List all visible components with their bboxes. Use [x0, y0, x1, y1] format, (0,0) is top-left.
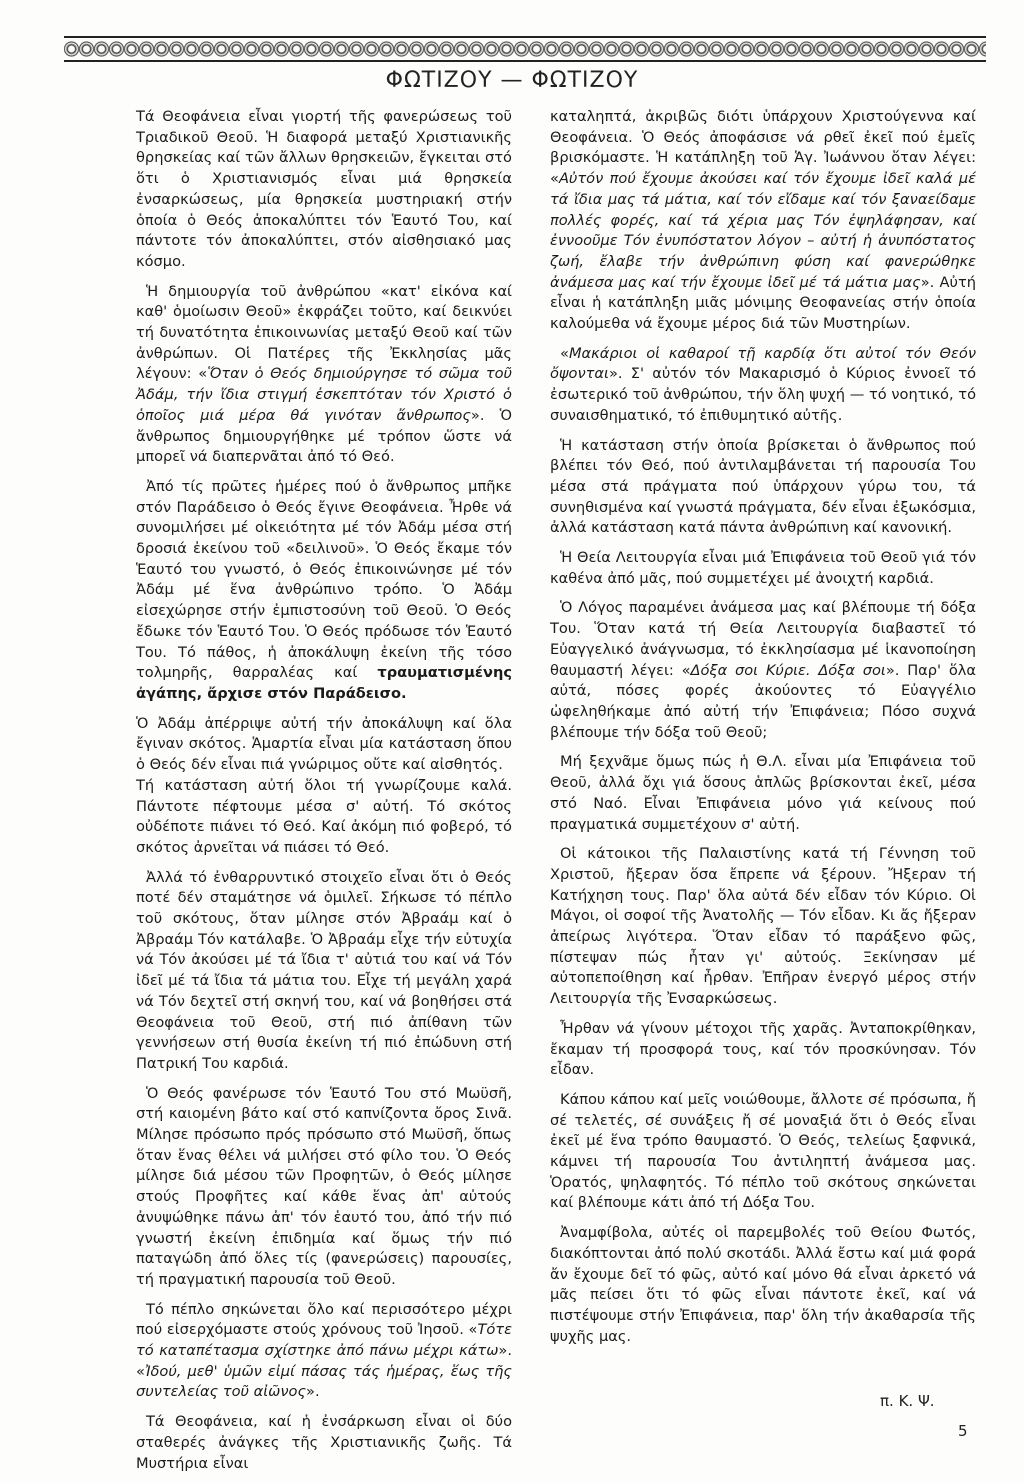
ornamental-border [64, 36, 986, 62]
paragraph: Ὁ Λόγος παραμένει ἀνάμεσα μας καί βλέπουμε τή δόξα Του. Ὅταν κατά τή Θεία Λειτουργία διαβαστεῖ τό Εὐαγγελικό ἀνάγνωσμα, τό ἐκκλησίασμα μέ ἱκανοποίηση θαυμαστή λέγει: «Δόξα σοι Κύριε. Δόξα σοι». Παρ' ὅλα αὐτά, πόσες φορές ἀκούοντες τό Εὐαγγέλιο ὠφεληθήκαμε ἀπό αὐτή τήν Ἐπιφάνεια; Πόσο συχνά βλέπουμε τήν δόξα τοῦ Θεοῦ; [550, 599, 977, 741]
paragraph: Τά Θεοφάνεια, καί ἡ ἐνσάρκωση εἶναι οἱ δύο σταθερές ἀνάγκες τῆς Χριστιανικῆς ζωῆς. Τά Μυστήρια εἶναι [136, 1413, 512, 1472]
paragraph: Ὁ Θεός φανέρωσε τόν Ἑαυτό Του στό Μωϋσῆ, στή καιομένη βάτο καί στό καπνίζοντα ὄρος Σινᾶ. Μίλησε πρόσωπο πρός πρόσωπο στό Μωϋσῆ, ὅπως ὅταν ἕνας θέλει νά μιλήσει στό φίλο του. Ὁ Θεός μίλησε διά μέσου τῶν Προφητῶν, ὁ Θεός μίλησε στούς Προφῆτες καί κάθε ἕνας ἀπ' αὐτούς ἀνυψώθηκε πάνω ἀπ' τόν ἑαυτό του, ἀπό τήν πιό γνωστή ἐκείνη ἐπιδημία καί ὅμως τήν πιό παταγώδη ἀπό ὅλες τίς (φανερώσεις) παρουσίες, τή πραγματική παρουσία τοῦ Θεοῦ. [136, 1084, 512, 1288]
paragraph: Μή ξεχνᾶμε ὅμως πώς ἡ Θ.Λ. εἶναι μία Ἐπιφάνεια τοῦ Θεοῦ, ἀλλά ὄχι γιά ὅσους ἁπλῶς βρίσκονται ἐκεῖ, μέσα στό Ναό. Εἶναι Ἐπιφάνεια μόνο γιά κείνους πού πραγματικά συμμετέχουν σ' αὐτή. [550, 753, 976, 833]
page-title: ΦΩΤΙΖΟΥ — ΦΩΤΙΖΟΥ [385, 68, 639, 93]
right-column [550, 107, 976, 1356]
author-signature: π. Κ. Ψ. [880, 1392, 935, 1410]
paragraph: Ἀναμφίβολα, αὐτές οἱ παρεμβολές τοῦ Θείου Φωτός, διακόπτονται ἀπό πολύ σκοτάδι. Ἀλλά ἔστω καί μιά φορά ἄν ἔχουμε δεῖ τό φῶς, αὐτό καί μόνο θά εἶναι ἀρκετό νά μᾶς πείσει ὅτι τό φῶς εἶναι πάντοτε ἐκεῖ, καί νά πιστέψουμε στήν Ἐπιφάνεια, παρ' ὅλη τήν ἀκαθαρσία τῆς ψυχῆς μας. [550, 1224, 976, 1345]
paragraph: Ἡ κατάσταση στήν ὁποία βρίσκεται ὁ ἄνθρωπος πού βλέπει τόν Θεό, πού ἀντιλαμβάνεται τή παρουσία Του μέσα στά πράγματα πού ὑπάρχουν γύρω του, τά συνηθισμένα καί γνωστά πράγματα, δέν εἶναι ἐξωκόσμια, ἀλλά κατάσταση κατά πάντα ἀνθρώπινη καί κανονική. [550, 436, 976, 537]
paragraph: Τά Θεοφάνεια εἶναι γιορτή τῆς φανερώσεως τοῦ Τριαδικοῦ Θεοῦ. Ἡ διαφορά μεταξύ Χριστιανικῆς θρησκείας καί τῶν ἄλλων θρησκειῶν, ἔγκειται στό ὅτι ὁ Χριστιανισμός εἶναι μιά θρησκεία ἐνσαρκώσεως, μία θρησκεία μυστηριακή στήν ὁποία ὁ Θεός ἀποκαλύπτει τόν Ἑαυτό Του, καί πάντοτε τόν ἀποκαλύπτει, στόν αἰσθησιακό μας κόσμο. [136, 108, 512, 270]
paragraph: Τό πέπλο σηκώνεται ὅλο καί περισσότερο μέχρι πού εἰσερχόμαστε στούς χρόνους τοῦ Ἰησοῦ. «Τότε τό καταπέτασμα σχίστηκε ἀπό πάνω μέχρι κάτω». «Ἰδού, μεθ' ὑμῶν εἰμί πάσας τάς ἡμέρας, ἕως τῆς συντελείας τοῦ αἰῶνος». [136, 1300, 512, 1401]
paragraph: Ἡ Θεία Λειτουργία εἶναι μιά Ἐπιφάνεια τοῦ Θεοῦ γιά τόν καθένα ἀπό μᾶς, πού συμμετέχει μέ ἀνοιχτή καρδιά. [550, 549, 976, 587]
page-number: 5 [958, 1422, 968, 1440]
paragraph: καταληπτά, ἀκριβῶς διότι ὑπάρχουν Χριστούγεννα καί Θεοφάνεια. Ὁ Θεός ἀποφάσισε νά ρθεῖ ἐκεῖ πού ἐμεῖς βρισκόμαστε. Ἡ κατάπληξη τοῦ Ἁγ. Ἰωάννου ὅταν λέγει: «Αὐτόν πού ἔχουμε ἀκούσει καί τόν ἔχουμε ἰδεῖ καλά μέ τά ἴδια μας τά μάτια, καί τόν εἴδαμε καί τόν ξαναείδαμε πολλές φορές, καί τά χέρια μας Τόν ἐψηλάφησαν, καί ἐννοοῦμε Τόν ἐνυπόστατον λόγον – αὐτή ἡ ἀνυπόστατος ζωή, ἔλαβε τήν ἀνθρώπινη φύση καί φανερώθηκε ἀνάμεσα μας καί τήν ἔχουμε ἰδεῖ μέ τά μάτια μας». Αὐτή εἶναι ἡ κατάπληξη μιᾶς μόνιμης Θεοφανείας στήν ὁποία καλούμεθα νά ἔχουμε μέρος διά τῶν Μυστηρίων. [550, 108, 976, 333]
paragraph: Οἱ κάτοικοι τῆς Παλαιστίνης κατά τή Γέννηση τοῦ Χριστοῦ, ἤξεραν ὅσα ἔπρεπε νά ξέρουν. Ἤξεραν τή Κατήχηση τους. Παρ' ὅλα αὐτά δέν εἶδαν τόν Κύριο. Οἱ Μάγοι, οἱ σοφοί τῆς Ἀνατολῆς — Τόν εἶδαν. Κι ἄς ἤξεραν ἀπείρως λιγότερα. Ὅταν εἶδαν τό παράξενο φῶς, πίστεψαν πώς ἦταν γι' αὐτούς. Ξεκίνησαν μέ αὐτοπεποίθηση καί ἦρθαν. Ἐπῆραν ἐνεργό μέρος στήν Λειτουργία τῆς Ἐνσαρκώσεως. [550, 845, 976, 1008]
left-column [136, 107, 512, 1483]
paragraph: Ἀλλά τό ἐνθαρρυντικό στοιχεῖο εἶναι ὅτι ὁ Θεός ποτέ δέν σταμάτησε νά ὁμιλεῖ. Σήκωσε τό πέπλο τοῦ σκότους, ὅταν μίλησε στόν Ἀβραάμ καί ὁ Ἀβραάμ Τόν κατάλαβε. Ὁ Ἀβραάμ εἶχε τήν εὐτυχία νά Τόν ἀκούσει μέ τά ἴδια τ' αὐτιά του καί νά Τόν ἰδεῖ μέ τά ἴδια τά μάτια του. Εἶχε τή μεγάλη χαρά νά Τόν δεχτεῖ στή σκηνή του, καί νά βοηθήσει στά Θεοφάνεια τοῦ Θεοῦ, στή πιό ἀπίθανη τῶν γεννήσεων στή θυσία ἐκείνη τή πιό ἐπώδυνη στή Πατρική Του καρδιά. [136, 868, 512, 1072]
paragraph: Ἡ δημιουργία τοῦ ἀνθρώπου «κατ' εἰκόνα καί καθ' ὁμοίωσιν Θεοῦ» ἐκφράζει τοῦτο, καί δεικνύει τή δυνατότητα ἐπικοινωνίας μεταξύ Θεοῦ καί τῶν ἀνθρώπων. Οἱ Πατέρες τῆς Ἐκκλησίας μᾶς λέγουν: «Ὅταν ὁ Θεός δημιούργησε τό σῶμα τοῦ Ἀδάμ, τήν ἴδια στιγμή ἐσκεπτόταν τόν Χριστό ὁ ὁποῖος μιά μέρα θά γινόταν ἄνθρωπος». Ὁ ἄνθρωπος δημιουργήθηκε μέ τρόπον ὥστε νά μπορεῖ νά διαπερνᾶται ἀπό τό Θεό. [136, 282, 512, 466]
paragraph: Ἀπό τίς πρῶτες ἡμέρες πού ὁ ἄνθρωπος μπῆκε στόν Παράδεισο ὁ Θεός ἔγινε Θεοφάνεια. Ἦρθε νά συνομιλήσει μέ οἰκειότητα μέ τόν Ἀδάμ μέσα στή δροσιά ἐκείνου τοῦ «δειλινοῦ». Ὁ Θεός ἔκαμε τόν Ἑαυτό του γνωστό, ὁ Θεός ἐπικοινώνησε μέ τόν Ἀδάμ μέ ἕνα ἀνθρώπινο τρόπο. Ὁ Ἀδάμ εἰσεχώρησε στήν ἐμπιστοσύνη τοῦ Θεοῦ. Ὁ Θεός ἔδωκε τόν Ἑαυτό Του. Ὁ Θεός πρόδωσε τόν Ἑαυτό Του. Τό πάθος, ἡ ἀποκάλυψη ἐκείνη τῆς τόσο τολμηρῆς, θαρραλέας καί τραυματισμένης ἀγάπης, ἄρχισε στόν Παράδεισο. [136, 477, 512, 702]
paragraph: Ἦρθαν νά γίνουν μέτοχοι τῆς χαρᾶς. Ἀνταποκρίθηκαν, ἔκαμαν τή προσφορά τους, καί τόν προσκύνησαν. Τόν εἶδαν. [550, 1019, 976, 1079]
paragraph: Κάπου κάπου καί μεῖς νοιώθουμε, ἄλλοτε σέ πρόσωπα, ἤ σέ τελετές, σέ συνάξεις ἤ σέ μοναξιά ὅτι ὁ Θεός εἶναι ἐκεῖ μέ ἕνα τρόπο θαυμαστό. Ὁ Θεός, τελείως ξαφνικά, κάμνει τή παρουσία Του ἀντιληπτή ἀνάμεσα μας. Ὁρατός, ψηλαφητός. Τό πέπλο τοῦ σκότους σηκώνεται καί βλέπουμε κάτι ἀπό τή Δόξα Του. [550, 1090, 976, 1212]
paragraph: «Μακάριοι οἱ καθαροί τῇ καρδίᾳ ὅτι αὐτοί τόν Θεόν ὄψονται». Σ' αὐτόν τόν Μακαρισμό ὁ Κύριος ἐννοεῖ τό ἐσωτερικό τοῦ ἀνθρώπου, τήν ὅλη ψυχή — τό νοητικό, τό συναισθηματικό, τό ἐπιθυμητικό αὐτῆς. [550, 344, 976, 424]
paragraph: Ὁ Ἀδάμ ἀπέρριψε αὐτή τήν ἀποκάλυψη καί ὅλα ἔγιναν σκότος. Ἁμαρτία εἶναι μία κατάσταση ὅπου ὁ Θεός δέν εἶναι πιά γνώριμος οὔτε καί αἰσθητός. Τή κατάσταση αὐτή ὅλοι τή γνωρίζουμε καλά. Πάντοτε πέφτουμε μέσα σ' αὐτή. Τό σκότος οὐδέποτε πιάνει τό Θεό. Καί ἀκόμη πιό φοβερό, τό σκότος ἀρνεῖται νά πιάσει τό Θεό. [136, 714, 512, 856]
